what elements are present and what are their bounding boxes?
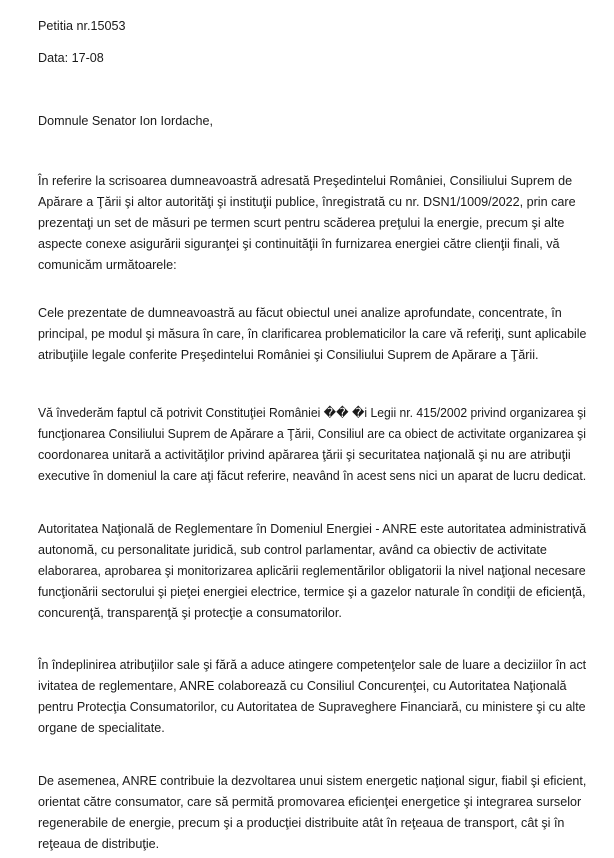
paragraph-line: Apărare a Ţării şi altor autorităţi şi instituţii publice, înregistrată cu nr. DSN1/1009/2022, prin care	[38, 195, 576, 209]
petition-date: Data: 17-08	[38, 51, 104, 65]
paragraph-6	[38, 771, 586, 855]
paragraph-line: pentru Protecţia Consumatorilor, cu Autoritatea de Supraveghere Financiară, cu ministere şi cu alte	[38, 700, 586, 714]
paragraph-line: ivitatea de reglementare, ANRE colaborează cu Consiliul Concurenţei, cu Autoritatea Naţională	[38, 679, 567, 693]
paragraph-line: autonomă, cu personalitate juridică, sub control parlamentar, având ca obiectiv de activitate	[38, 543, 547, 557]
paragraph-line: elaborarea, aprobarea şi monitorizarea aplicării reglementărilor obligatorii la nivel naţional necesare	[38, 564, 586, 578]
paragraph-3	[38, 403, 586, 487]
paragraph-line: De asemenea, ANRE contribuie la dezvoltarea unui sistem energetic naţional sigur, fiabil şi eficient,	[38, 774, 587, 788]
paragraph-line: executive în domeniul la care aţi făcut referire, neavând în acest sens nici un aparat de lucru dedicat.	[38, 469, 587, 483]
paragraph-line: atribuţiile legale conferite Preşedintelui României şi Consiliului Suprem de Apărare a Ţării.	[38, 348, 539, 362]
paragraph-line: funcţionării sectorului şi pieţei energiei electrice, termice şi a gazelor naturale în condiţii de eficienţă,	[38, 585, 586, 599]
salutation: Domnule Senator Ion Iordache,	[38, 114, 214, 128]
paragraph-line: principal, pe modul şi măsura în care, în clarificarea problematicilor la care vă referiţi, sunt aplicabile	[38, 327, 587, 341]
paragraph-line: funcţionarea Consiliului Suprem de Apărare a Ţării, Consiliul are ca obiect de activitate organizarea şi	[38, 427, 586, 441]
paragraph-line: concurenţă, transparenţă şi protecţie a consumatorilor.	[38, 606, 342, 620]
paragraph-line: În îndeplinirea atribuţiilor sale şi fără a aduce atingere competenţelor sale de luare a deciziilor în act	[38, 658, 587, 672]
paragraph-line: reţeaua de distribuţie.	[38, 837, 160, 851]
paragraph-line: Autoritatea Naţională de Reglementare în Domeniul Energiei - ANRE este autoritatea administrativă	[38, 522, 587, 536]
paragraph-line: Vă învederăm faptul că potrivit Constituţiei României �� �i Legii nr. 415/2002 privind organizarea şi	[38, 406, 586, 420]
paragraph-line: În referire la scrisoarea dumneavoastră adresată Preşedintelui României, Consiliului Suprem de	[38, 174, 573, 188]
paragraph-2	[38, 303, 586, 366]
paragraph-line: comunicăm următoarele:	[38, 258, 177, 272]
paragraph-line: coordonarea unitară a activităţilor privind apărarea ţării şi securitatea naţională şi nu are atribuţii	[38, 448, 571, 462]
paragraph-line: aspecte conexe asigurării siguranţei şi continuităţii în furnizarea energiei către clienţii finali, vă	[38, 237, 560, 251]
paragraph-line: orientat către consumator, care să permită promovarea eficienţei energetice şi integrarea surselor	[38, 795, 582, 809]
paragraph-5	[38, 655, 586, 739]
paragraph-1	[38, 171, 586, 276]
paragraph-4	[38, 519, 586, 624]
petition-number: Petitia nr.15053	[38, 19, 126, 33]
paragraph-line: organe de specialitate.	[38, 721, 165, 735]
paragraph-line: Cele prezentate de dumneavoastră au făcut obiectul unei analize aprofundate, concentrate, în	[38, 306, 562, 320]
paragraph-line: prezentaţi un set de măsuri pe termen scurt pentru scăderea preţului la energie, precum şi alte	[38, 216, 565, 230]
paragraph-line: regenerabile de energie, precum şi a producţiei distribuite atât în reţeaua de transport, cât şi în	[38, 816, 565, 830]
